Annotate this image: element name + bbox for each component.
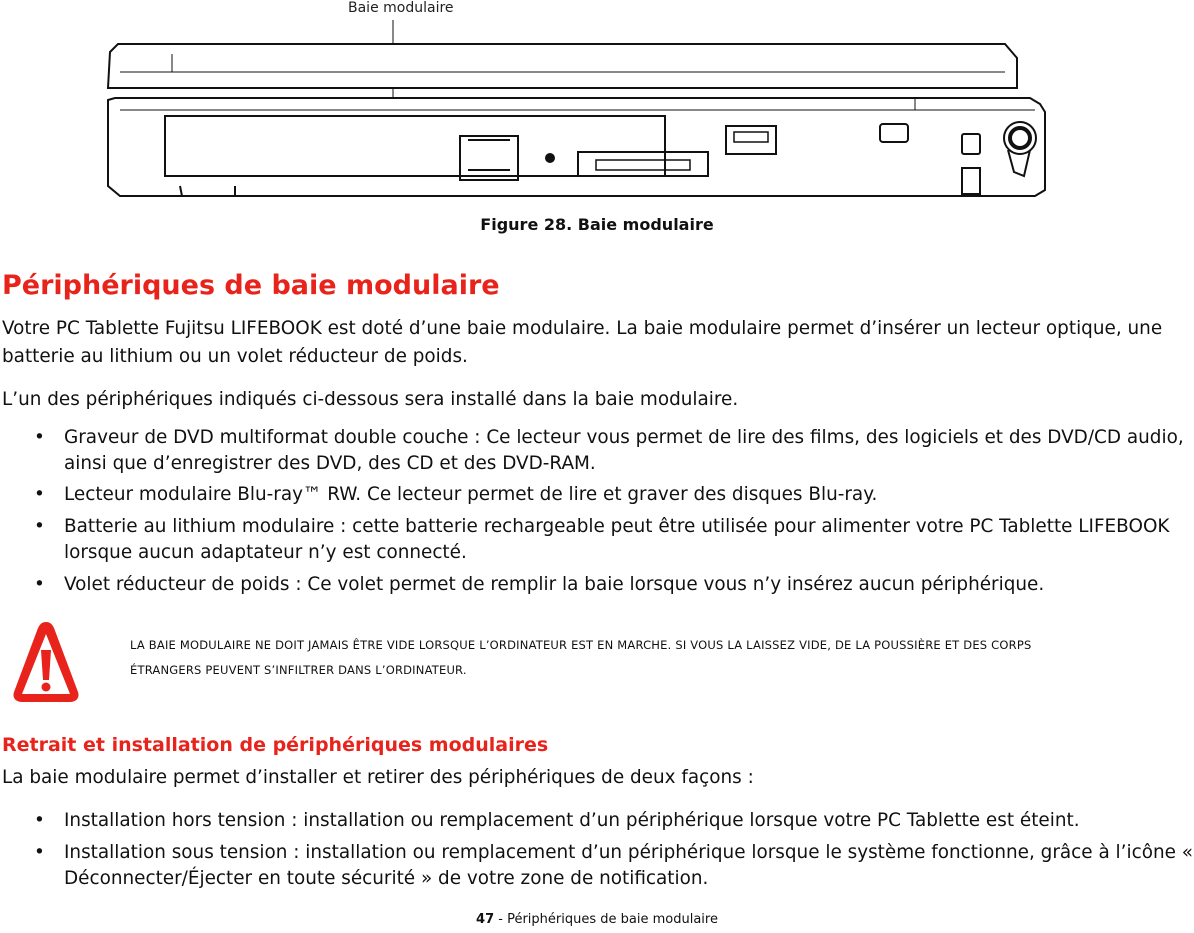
warning-line-1: LA BAIE MODULAIRE NE DOIT JAMAIS ÊTRE VIDE LORSQUE L’ORDINATEUR EST EN MARCHE. SI VOUS LA LAISSEZ VIDE, DE LA POUSSIÈRE ET DES CORPS — [130, 638, 1032, 652]
list-item: • Batterie au lithium modulaire : cette batterie rechargeable peut être utilisée pour alimenter votre PC Tablette LIFEBOOK lorsque aucun adaptateur n’y est connecté. — [34, 516, 1170, 563]
section-bullet-list — [0, 425, 1194, 604]
list-item: • Lecteur modulaire Blu-ray™ RW. Ce lecteur permet de lire et graver des disques Blu-ray. — [34, 484, 878, 505]
list-item-text: Graveur de DVD multiformat double couche : Ce lecteur vous permet de lire des films, des logiciels et des DVD/CD audio, ainsi que d’enregistrer des DVD, des CD et des DVD-RAM. — [64, 427, 1184, 474]
list-item: • Graveur de DVD multiformat double couche : Ce lecteur vous permet de lire des films, des logiciels et des DVD/CD audio, ainsi que d’enregistrer des DVD, des CD et des DVD-RAM. — [34, 427, 1184, 474]
list-item: • Installation hors tension : installation ou remplacement d’un périphérique lorsque votre PC Tablette est éteint. — [34, 810, 1080, 831]
section-title: Périphériques de baie modulaire — [2, 270, 500, 301]
subsection-bullet-list — [0, 808, 1194, 898]
list-item: • Volet réducteur de poids : Ce volet permet de remplir la baie lorsque vous n’y insérez aucun périphérique. — [34, 574, 1045, 595]
footer-text: - Périphériques de baie modulaire — [494, 912, 718, 927]
subsection-intro: La baie modulaire permet d’installer et retirer des périphériques de deux façons : — [2, 767, 754, 788]
figure-caption: Figure 28. Baie modulaire — [480, 215, 714, 234]
section-lead: L’un des périphériques indiqués ci-dessous sera installé dans la baie modulaire. — [2, 389, 739, 410]
section-intro: Votre PC Tablette Fujitsu LIFEBOOK est doté d’une baie modulaire. La baie modulaire permet d’insérer un lecteur optique, une batterie au lithium ou un volet réducteur de poids. — [2, 318, 1163, 367]
warning-icon — [12, 618, 80, 706]
warning-text — [130, 633, 1190, 683]
page-number: 47 — [476, 912, 495, 927]
list-item-text: Installation hors tension : installation ou remplacement d’un périphérique lorsque votre PC Tablette est éteint. — [64, 810, 1080, 831]
laptop-side-illustration — [100, 0, 1060, 210]
warning-line-2: ÉTRANGERS PEUVENT S’INFILTRER DANS L’ORDINATEUR. — [130, 663, 467, 677]
list-item-text: Lecteur modulaire Blu-ray™ RW. Ce lecteur permet de lire et graver des disques Blu-ray. — [64, 484, 878, 505]
list-item: • Installation sous tension : installation ou remplacement d’un périphérique lorsque le système fonctionne, grâce à l’icône « Déconnecter/Éjecter en toute sécurité » de votre zone de notification. — [34, 842, 1194, 889]
list-item-text: Volet réducteur de poids : Ce volet permet de remplir la baie lorsque vous n’y insérez aucun périphérique. — [64, 574, 1045, 595]
page-footer — [0, 912, 1194, 927]
figure-callout-label: Baie modulaire — [348, 0, 454, 16]
subsection-title: Retrait et installation de périphériques modulaires — [2, 734, 549, 756]
list-item-text: Installation sous tension : installation ou remplacement d’un périphérique lorsque le système fonctionne, grâce à l’icône « Déconnecter/Éjecter en toute sécurité » de votre zone de notification. — [64, 842, 1194, 889]
list-item-text: Batterie au lithium modulaire : cette batterie rechargeable peut être utilisée pour alimenter votre PC Tablette LIFEBOOK lorsque aucun adaptateur n’y est connecté. — [64, 516, 1170, 563]
